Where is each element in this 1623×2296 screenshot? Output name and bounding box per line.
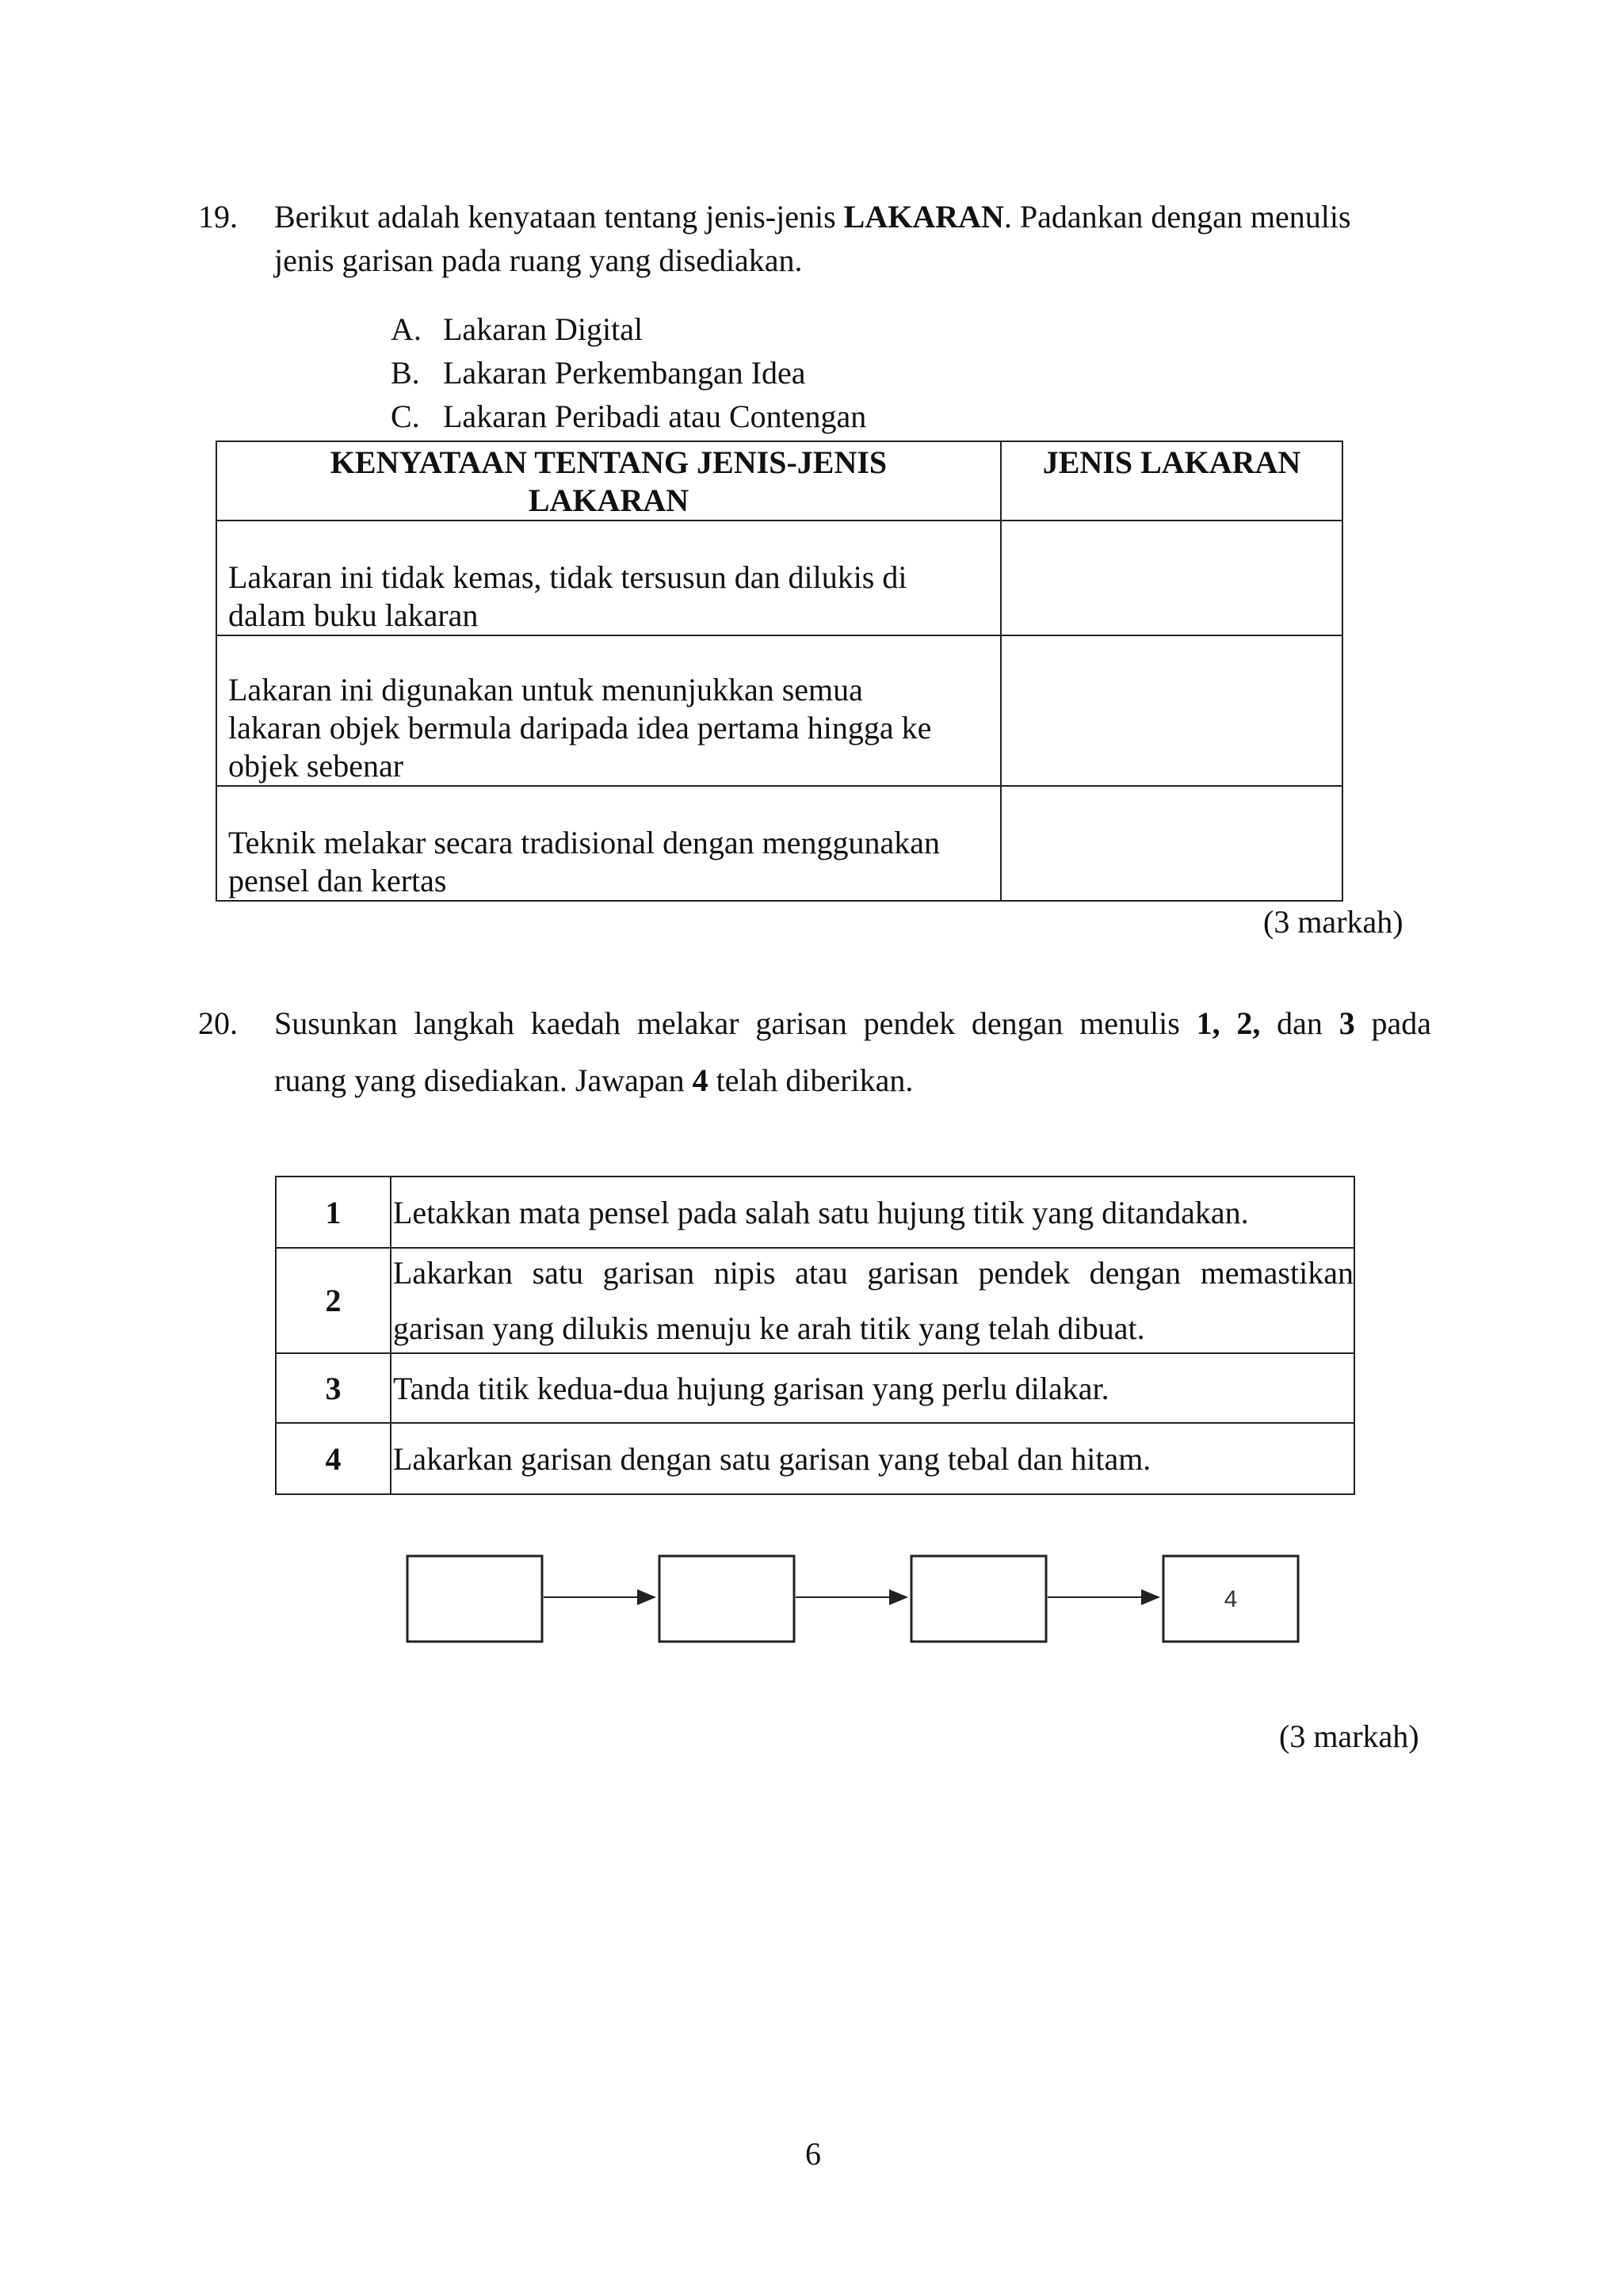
step-2-word: garisan xyxy=(602,1254,695,1291)
q20-instruction-line1 xyxy=(274,1005,1431,1043)
q20-instruction-word: 1, xyxy=(1196,1005,1220,1041)
q19-number: 19. xyxy=(198,199,238,235)
flow-box-1[interactable] xyxy=(407,1556,542,1642)
q20-instruction-word: pada xyxy=(1371,1005,1431,1041)
q20-instruction-word: pendek xyxy=(863,1005,956,1041)
q20-number: 20. xyxy=(198,1005,238,1041)
flow-box-2[interactable] xyxy=(659,1556,794,1642)
step-2-word: memastikan xyxy=(1200,1254,1354,1291)
q20-instruction-word: melakar xyxy=(636,1005,739,1041)
q19-instruction-line2: jenis garisan pada ruang yang disediakan. xyxy=(274,242,803,278)
step-2-word: atau xyxy=(795,1254,848,1291)
q20-instruction-word: dan xyxy=(1277,1005,1323,1041)
q19-table xyxy=(216,441,1343,902)
q20-flow-diagram xyxy=(396,1545,1316,1648)
q20-instruction-word: Susunkan xyxy=(274,1005,398,1041)
q20-instruction-word: kaedah xyxy=(530,1005,621,1041)
q20-instruction-line2: ruang yang disediakan. Jawapan 4 telah diberikan. xyxy=(274,1062,914,1098)
flow-box-4-label: 4 xyxy=(1224,1586,1238,1612)
q20-instruction-word: langkah xyxy=(414,1005,514,1041)
q19-answer-box-1[interactable] xyxy=(1001,521,1342,635)
step-text: Tanda titik kedua-dua hujung garisan yang perlu dilakar. xyxy=(391,1353,1354,1423)
step-number: 1 xyxy=(276,1177,391,1248)
q20-instruction-word: garisan xyxy=(755,1005,847,1041)
q20-instruction-word: dengan xyxy=(971,1005,1064,1041)
step-number: 4 xyxy=(276,1423,391,1494)
q20-instruction-word: 2, xyxy=(1236,1005,1261,1041)
step-text: Letakkan mata pensel pada salah satu hujung titik yang ditandakan. xyxy=(391,1177,1354,1248)
step-text: Lakarkan garisan dengan satu garisan yang tebal dan hitam. xyxy=(391,1423,1354,1494)
q19-header-type: JENIS LAKARAN xyxy=(1001,441,1342,521)
flow-box-3[interactable] xyxy=(911,1556,1046,1642)
q20-instruction-word: menulis xyxy=(1079,1005,1180,1041)
step-2-word: Lakarkan xyxy=(393,1254,514,1291)
q20-instruction-word: 3 xyxy=(1338,1005,1355,1041)
q19-option-b: B. Lakaran Perkembangan Idea xyxy=(391,355,806,391)
q19-header-statement: KENYATAAN TENTANG JENIS-JENIS LAKARAN xyxy=(216,441,1001,521)
q20-marks: (3 markah) xyxy=(1279,1718,1419,1754)
q19-statement-2: Lakaran ini digunakan untuk menunjukkan semua lakaran objek bermula daripada idea pertama hingga ke objek sebenar xyxy=(216,635,1001,786)
step-2-word: pendek xyxy=(978,1254,1070,1291)
step-number: 2 xyxy=(276,1248,391,1353)
step-2-word: garisan xyxy=(867,1254,959,1291)
q20-steps-table xyxy=(275,1176,1355,1495)
q19-statement-1: Lakaran ini tidak kemas, tidak tersusun dan dilukis di dalam buku lakaran xyxy=(216,521,1001,635)
step-2-word: satu xyxy=(532,1254,584,1291)
q19-marks: (3 markah) xyxy=(1263,904,1403,940)
q19-instruction-line1: Berikut adalah kenyataan tentang jenis-jenis LAKARAN. Padankan dengan menulis xyxy=(274,199,1351,235)
step-2-word: dengan xyxy=(1089,1254,1182,1291)
q19-option-a: A. Lakaran Digital xyxy=(391,311,643,347)
step-text: Lakarkan satu garisan nipis atau garisan pendek dengan memastikan garisan yang dilukis menuju ke arah titik yang telah dibuat. xyxy=(391,1248,1354,1353)
page-number: 6 xyxy=(805,2136,821,2172)
q19-answer-box-3[interactable] xyxy=(1001,786,1342,901)
step-number: 3 xyxy=(276,1353,391,1423)
q19-statement-3: Teknik melakar secara tradisional dengan menggunakan pensel dan kertas xyxy=(216,786,1001,901)
q19-answer-box-2[interactable] xyxy=(1001,635,1342,786)
step-2-word: nipis xyxy=(713,1254,776,1291)
q19-option-c: C. Lakaran Peribadi atau Contengan xyxy=(391,399,867,434)
